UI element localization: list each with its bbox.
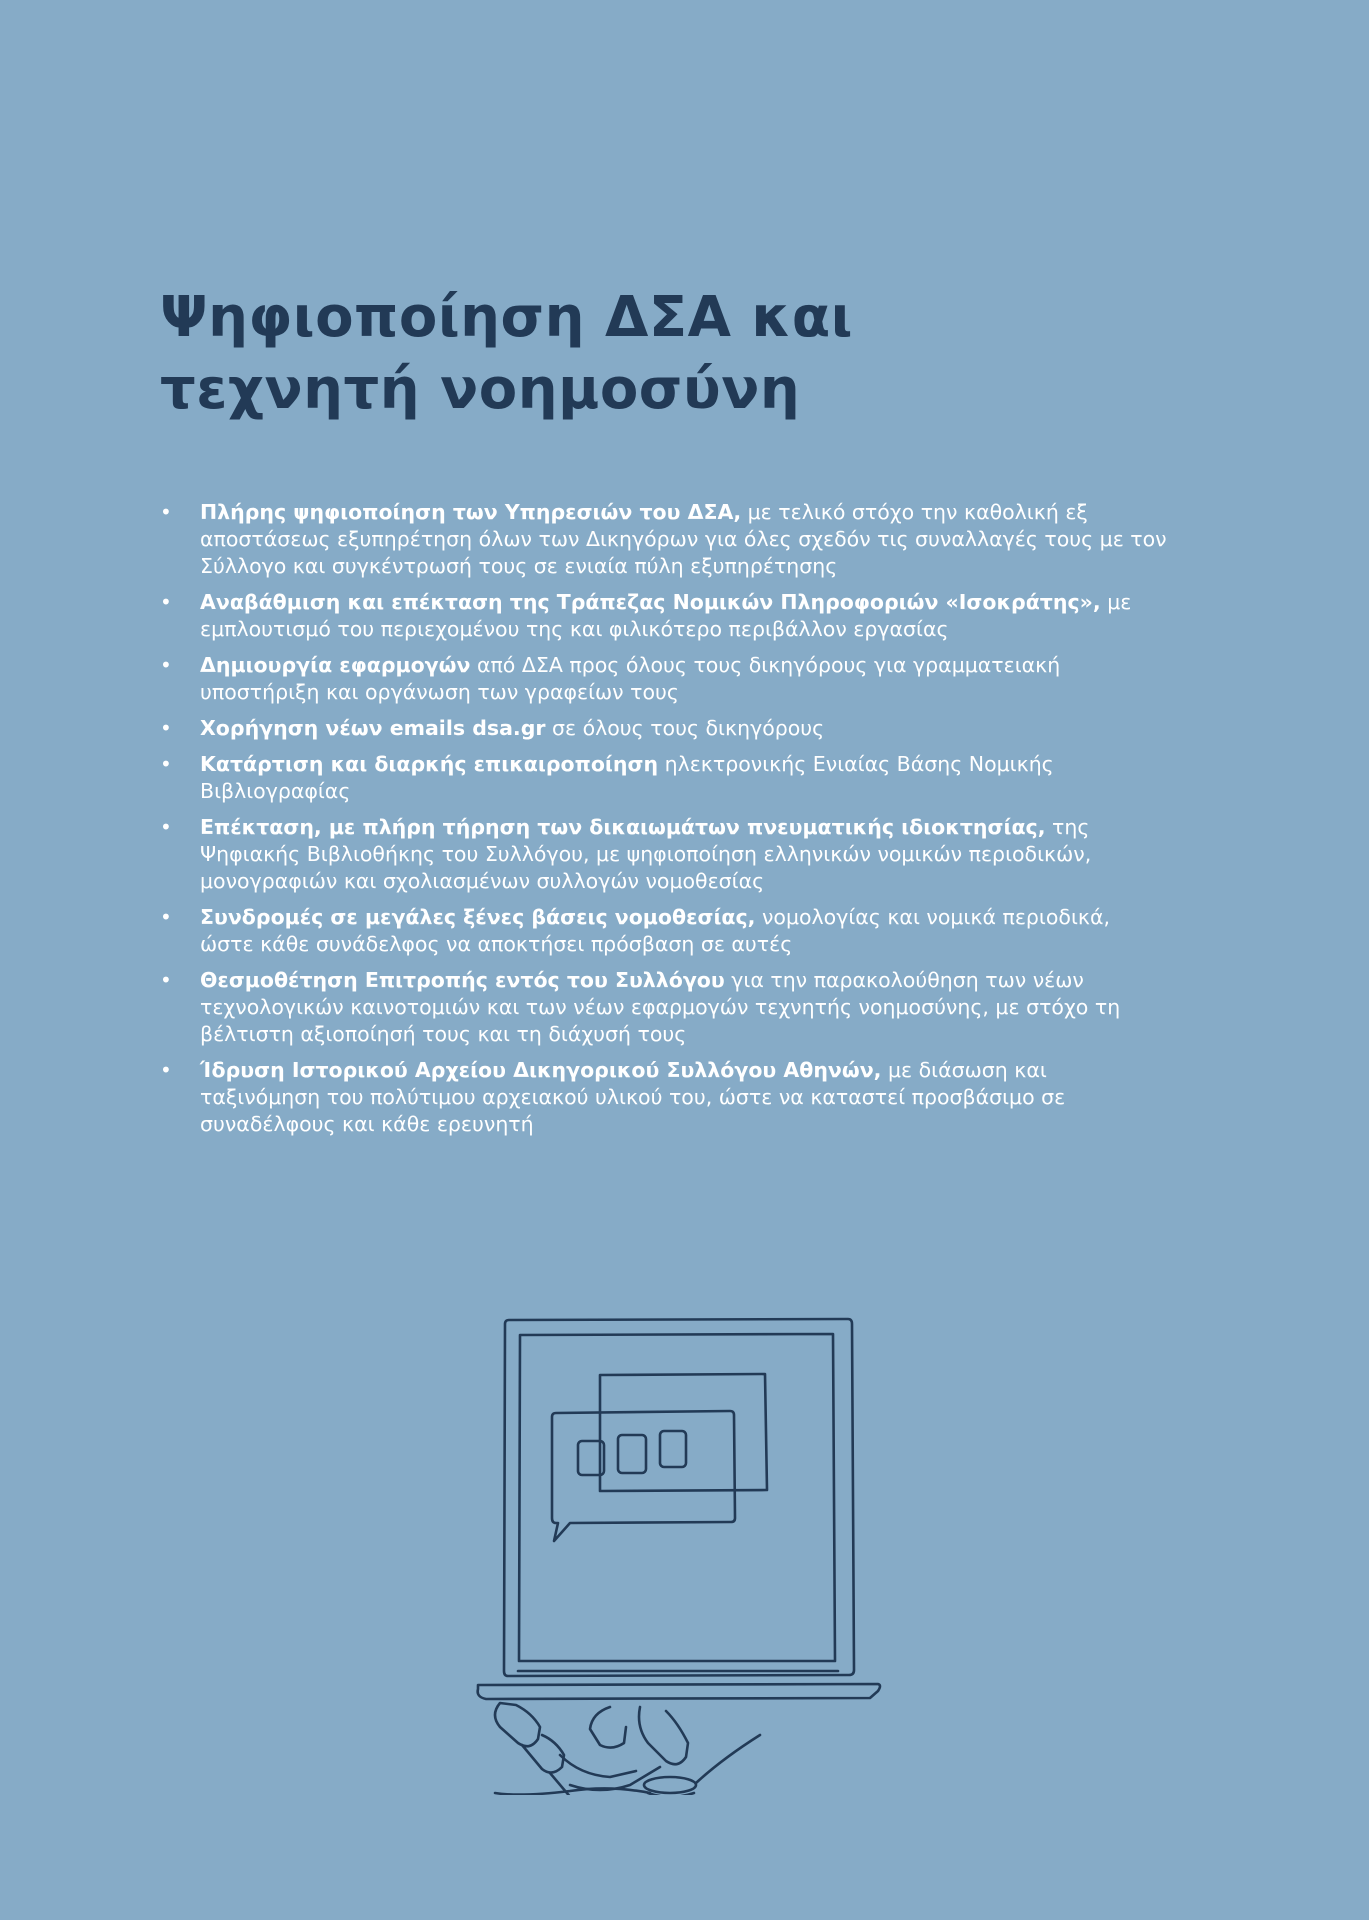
bullet-item — [160, 967, 1170, 1048]
bullet-bold-text: Ίδρυση Ιστορικού Αρχείου Δικηγορικού Συλλόγου Αθηνών, — [200, 1058, 882, 1082]
bullet-dot-icon: • — [160, 752, 172, 776]
bullet-bold-text: Πλήρης ψηφιοποίηση των Υπηρεσιών του ΔΣΑ, — [200, 500, 742, 524]
bullet-text: με εμπλουτισμό του περιεχομένου της και φιλικότερο περιβάλλον εργασίας — [200, 590, 1132, 641]
bullet-bold-text: Επέκταση, με πλήρη τήρηση των δικαιωμάτων πνευματικής ιδιοκτησίας, — [200, 815, 1046, 839]
bullet-item — [160, 814, 1170, 895]
bullet-text: από ΔΣΑ προς όλους τους δικηγόρους για γραμματειακή υποστήριξη και οργάνωση των γραφείων τους — [200, 653, 1061, 704]
bullet-bold-text: Αναβάθμιση και επέκταση της Τράπεζας Νομικών Πληροφοριών «Ισοκράτης», — [200, 590, 1101, 614]
bullet-bold-text: Δημιουργία εφαρμογών — [200, 653, 471, 677]
bullet-item — [160, 652, 1170, 706]
bullet-dot-icon: • — [160, 815, 172, 839]
page-title-line-1: Ψηφιοποίηση ΔΣΑ και — [160, 285, 853, 350]
page-title — [160, 282, 853, 426]
page-title-line-2: τεχνητή νοημοσύνη — [160, 357, 801, 422]
bullet-bold-text: Κατάρτιση και διαρκής επικαιροποίηση — [200, 752, 659, 776]
bullet-item — [160, 751, 1170, 805]
bullet-text: για την παρακολούθηση των νέων τεχνολογικών καινοτομιών και των νέων εφαρμογών τεχνητής νοημοσύνης, με στόχο τη βέλτιστη αξιοποίησή τους και τη διάχυσή τους — [200, 968, 1121, 1046]
bullet-item — [160, 1057, 1170, 1138]
bullet-dot-icon: • — [160, 500, 172, 524]
bullet-bold-text: Θεσμοθέτηση Επιτροπής εντός του Συλλόγου — [200, 968, 725, 992]
bullet-dot-icon: • — [160, 905, 172, 929]
bullet-dot-icon: • — [160, 653, 172, 677]
bullet-text: της Ψηφιακής Βιβλιοθήκης του Συλλόγου, με ψηφιοποίηση ελληνικών νομικών περιοδικών, μονογραφιών και σχολιασμένων συλλογών νομοθεσίας — [200, 815, 1092, 893]
bullet-dot-icon: • — [160, 716, 172, 740]
bullet-item — [160, 904, 1170, 958]
bullet-text: ηλεκτρονικής Ενιαίας Βάσης Νομικής Βιβλιογραφίας — [200, 752, 1054, 803]
bullet-bold-text: Συνδρομές σε μεγάλες ξένες βάσεις νομοθεσίας, — [200, 905, 756, 929]
bullet-dot-icon: • — [160, 1058, 172, 1082]
robot-hand-holding-laptop-icon — [460, 1315, 900, 1795]
bullet-dot-icon: • — [160, 968, 172, 992]
bullet-text: με τελικό στόχο την καθολική εξ αποστάσεως εξυπηρέτηση όλων των Δικηγόρων για όλες σχεδόν τις συναλλαγές τους με τον Σύλλογο και συγκέντρωσή τους σε ενιαία πύλη εξυπηρέτησης — [200, 500, 1167, 578]
bullet-list — [160, 499, 1170, 1147]
bullet-text: σε όλους τους δικηγόρους — [545, 716, 825, 740]
bullet-bold-text: Χορήγηση νέων emails dsa.gr — [200, 716, 546, 740]
bullet-dot-icon: • — [160, 590, 172, 614]
bullet-item — [160, 589, 1170, 643]
bullet-item — [160, 499, 1170, 580]
bullet-item — [160, 715, 1170, 742]
bullet-text: νομολογίας και νομικά περιοδικά, ώστε κάθε συνάδελφος να αποκτήσει πρόσβαση σε αυτές — [200, 905, 1110, 956]
bullet-text: με διάσωση και ταξινόμηση του πολύτιμου αρχειακού υλικού του, ώστε να καταστεί προσβάσιμο σε συναδέλφους και κάθε ερευνητή — [200, 1058, 1066, 1136]
